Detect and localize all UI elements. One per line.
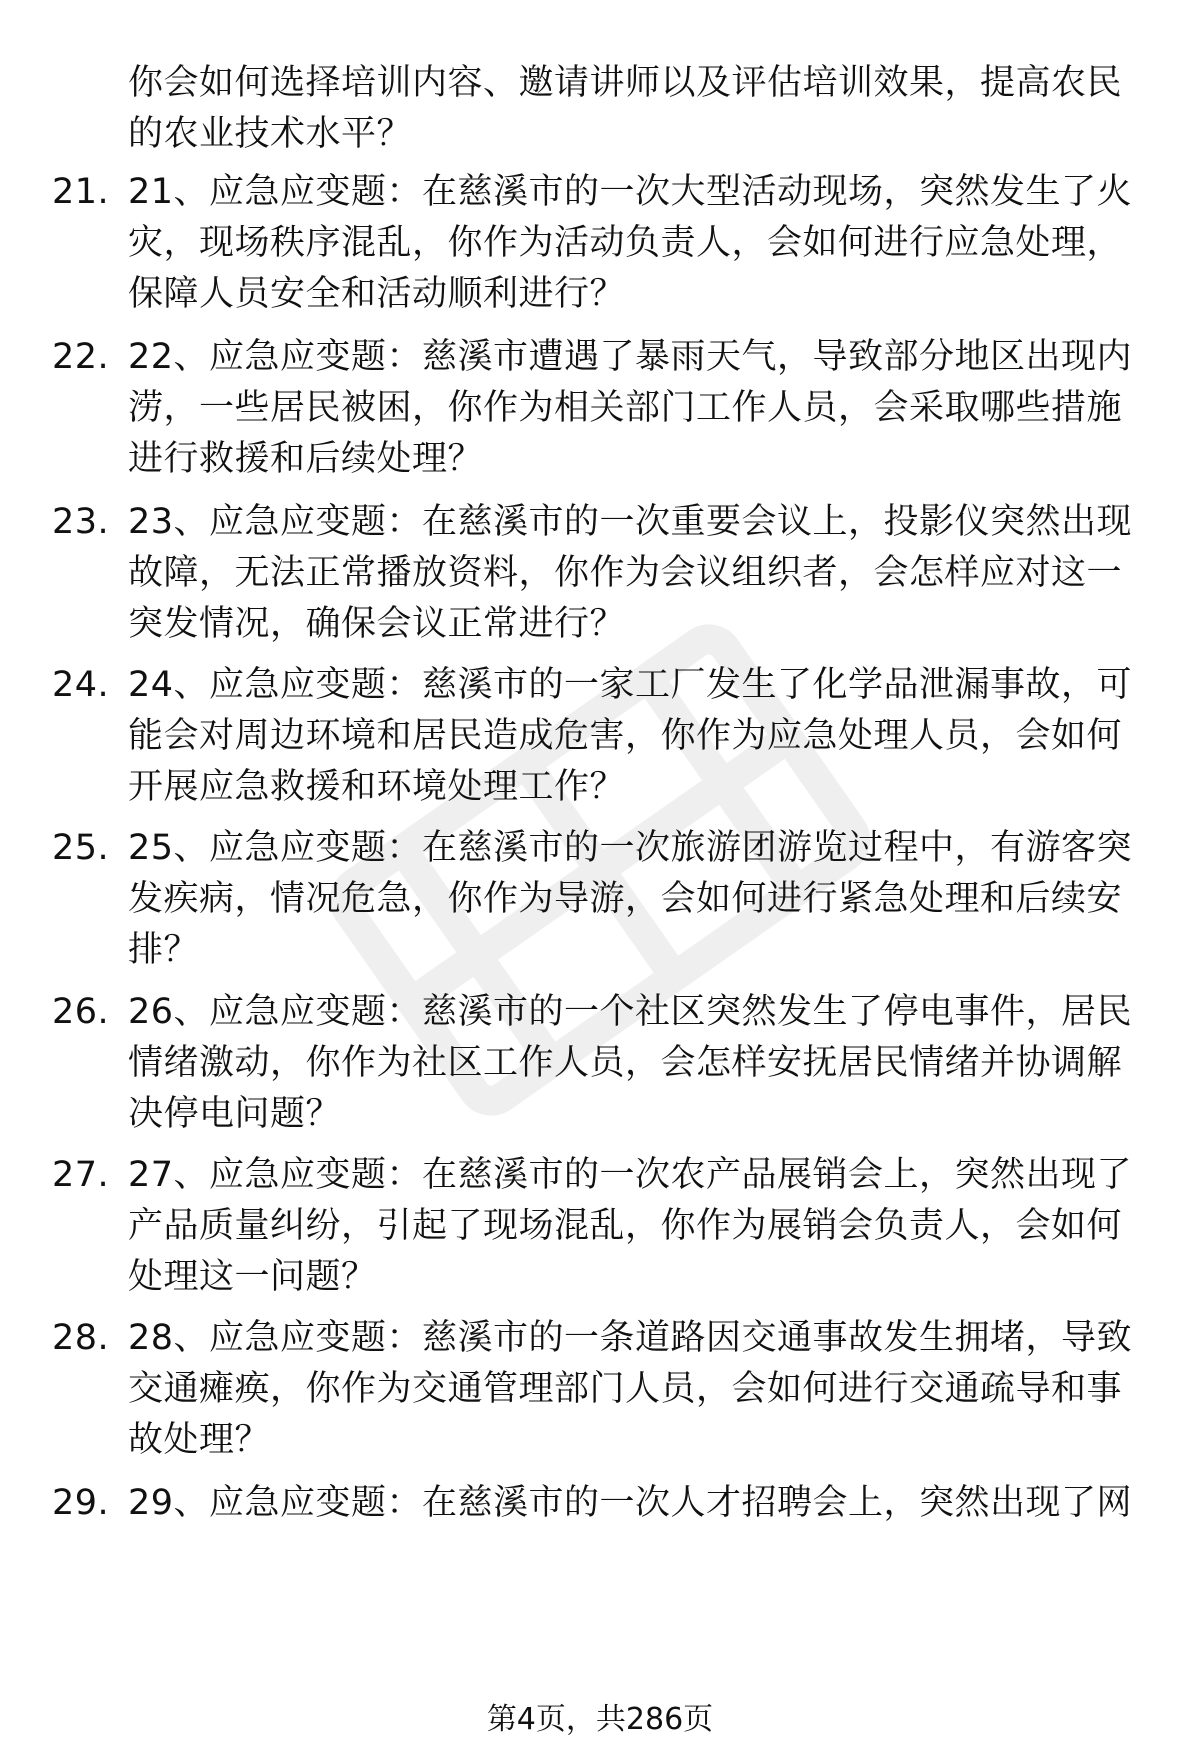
question-text: 25、应急应变题：在慈溪市的一次旅游团游览过程中，有游客突发疾病，情况危急，你作为导游，会如何进行紧急处理和后续安排？ [128, 828, 1133, 970]
question-number: 22. [52, 337, 110, 377]
question-number: 24. [52, 665, 110, 705]
page-footer: 第4页，共286页 [486, 1702, 714, 1737]
question-number: 25. [52, 828, 110, 868]
question-number: 27. [52, 1155, 110, 1195]
question-text: 26、应急应变题：慈溪市的一个社区突然发生了停电事件，居民情绪激动，你作为社区工作人员，会怎样安抚居民情绪并协调解决停电问题？ [128, 992, 1133, 1134]
question-text: 29、应急应变题：在慈溪市的一次人才招聘会上，突然出现了网 [128, 1483, 1133, 1523]
question-number: 26. [52, 992, 110, 1032]
question-item-24 [52, 660, 1142, 813]
question-item-23 [52, 497, 1142, 650]
question-text: 22、应急应变题：慈溪市遭遇了暴雨天气，导致部分地区出现内涝，一些居民被困，你作为相关部门工作人员，会采取哪些措施进行救援和后续处理？ [128, 337, 1133, 479]
question-text: 23、应急应变题：在慈溪市的一次重要会议上，投影仪突然出现故障，无法正常播放资料，你作为会议组织者，会怎样应对这一突发情况，确保会议正常进行？ [128, 502, 1133, 644]
question-item-27 [52, 1150, 1142, 1303]
question-number: 29. [52, 1483, 110, 1523]
question-item-22 [52, 332, 1142, 485]
question-text: 27、应急应变题：在慈溪市的一次农产品展销会上，突然出现了产品质量纠纷，引起了现场混乱，你作为展销会负责人，会如何处理这一问题？ [128, 1155, 1133, 1297]
question-item-29 [52, 1478, 1142, 1529]
question-item-21 [52, 167, 1142, 320]
continued-question-text: 你会如何选择培训内容、邀请讲师以及评估培训效果，提高农民的农业技术水平？ [128, 63, 1123, 154]
question-number: 23. [52, 502, 110, 542]
question-item-28 [52, 1313, 1142, 1466]
question-text: 24、应急应变题：慈溪市的一家工厂发生了化学品泄漏事故，可能会对周边环境和居民造成危害，你作为应急处理人员，会如何开展应急救援和环境处理工作？ [128, 665, 1133, 807]
question-item-26 [52, 987, 1142, 1140]
question-number: 21. [52, 172, 110, 212]
question-item-25 [52, 823, 1142, 976]
question-text: 28、应急应变题：慈溪市的一条道路因交通事故发生拥堵，导致交通瘫痪，你作为交通管理部门人员，会如何进行交通疏导和事故处理？ [128, 1318, 1133, 1460]
question-number: 28. [52, 1318, 110, 1358]
question-text: 21、应急应变题：在慈溪市的一次大型活动现场，突然发生了火灾，现场秩序混乱，你作为活动负责人，会如何进行应急处理，保障人员安全和活动顺利进行？ [128, 172, 1133, 314]
